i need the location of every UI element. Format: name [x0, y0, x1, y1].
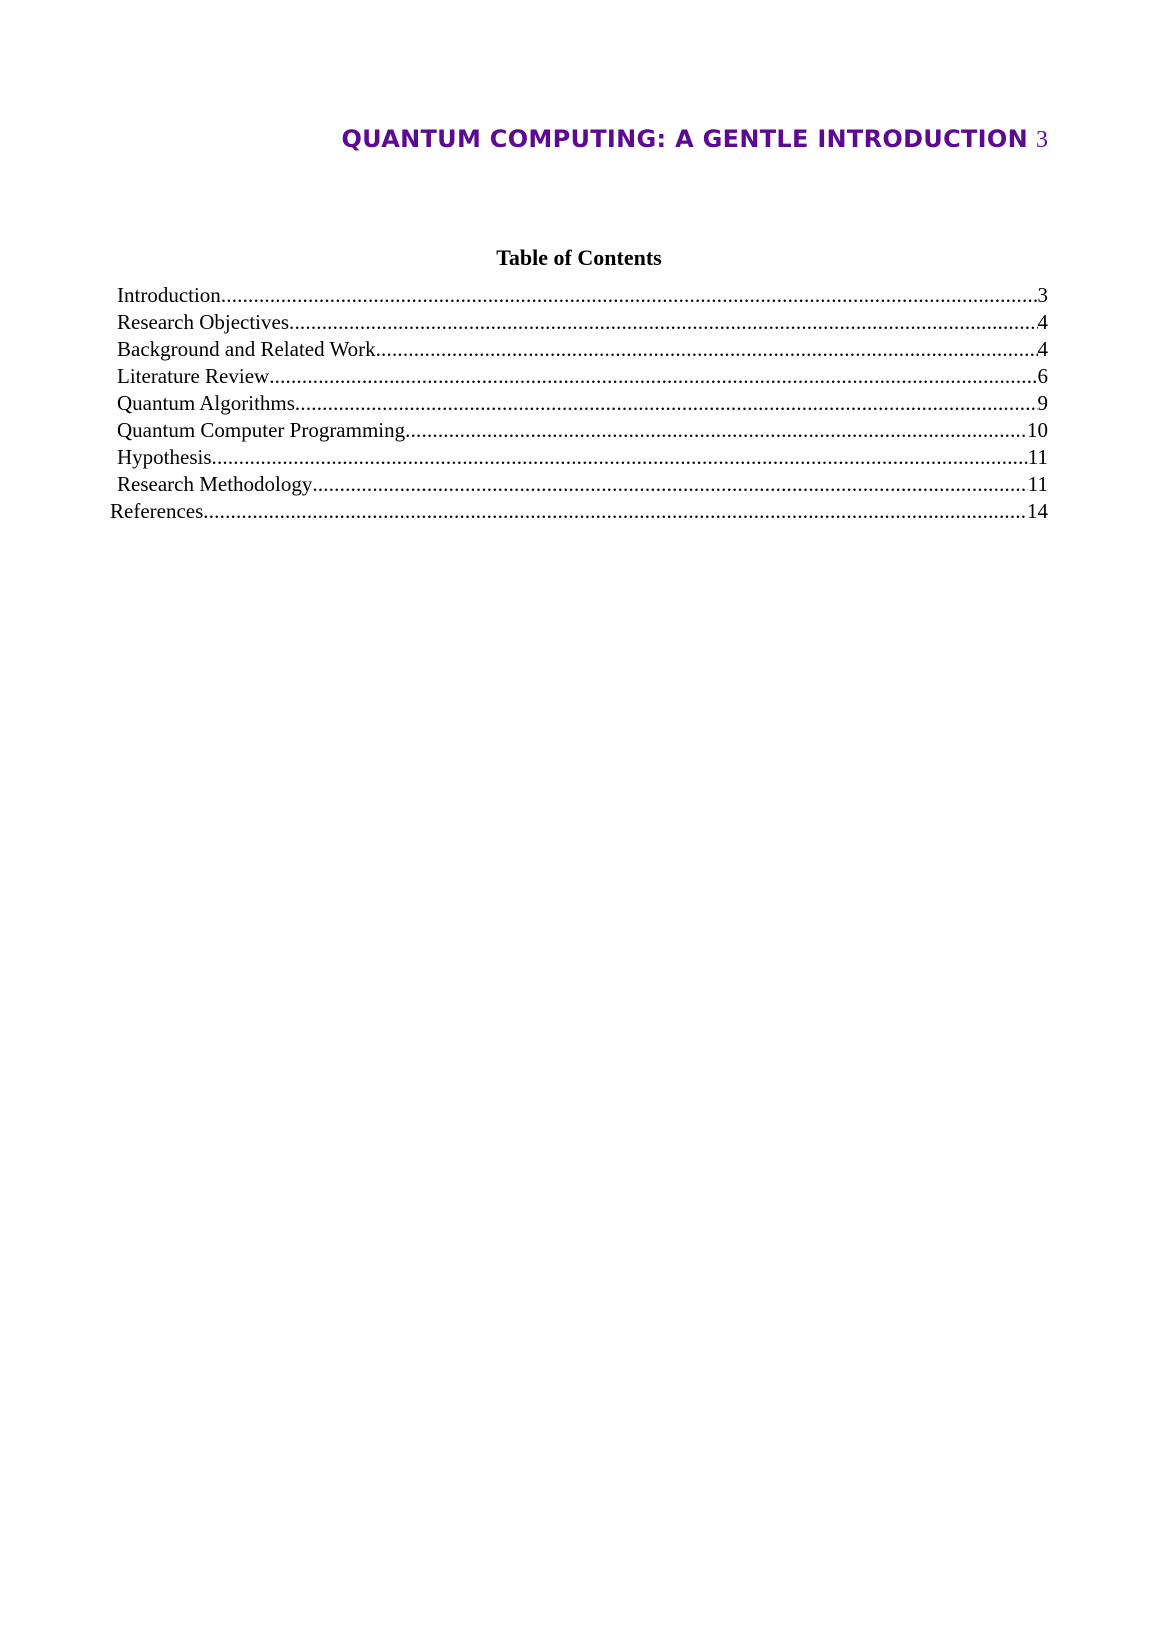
- toc-dot-leader: [405, 417, 1027, 444]
- toc-entry-page: 9: [1037, 391, 1048, 415]
- toc-entry[interactable]: [110, 336, 1048, 363]
- toc-entry[interactable]: [110, 282, 1048, 309]
- toc-entry-page: 4: [1037, 337, 1048, 361]
- toc-entry-label: Quantum Computer Programming: [117, 418, 406, 442]
- toc-entry-label: Research Methodology: [117, 472, 313, 496]
- running-header: [341, 122, 1048, 156]
- toc-dot-leader: [376, 336, 1038, 363]
- toc-entry-page: 11: [1027, 472, 1048, 496]
- toc-entry-label: Introduction: [117, 283, 221, 307]
- header-title: QUANTUM COMPUTING: A GENTLE INTRODUCTION: [341, 125, 1028, 153]
- toc-entry-label: Quantum Algorithms: [117, 391, 295, 415]
- header-page-number: 3: [1036, 127, 1048, 153]
- toc-entry-page: 14: [1027, 499, 1048, 523]
- toc-entry-page: 6: [1037, 364, 1048, 388]
- toc-entry-page: 10: [1027, 418, 1048, 442]
- toc-dot-leader: [312, 471, 1027, 498]
- toc-entry[interactable]: [110, 363, 1048, 390]
- toc-entry-label: Literature Review: [117, 364, 270, 388]
- toc-heading: Table of Contents: [496, 245, 662, 270]
- toc-entry[interactable]: [110, 498, 1048, 525]
- toc-dot-leader: [221, 282, 1038, 309]
- toc-entry-label: Research Objectives: [117, 310, 290, 334]
- toc-entry-page: 3: [1037, 283, 1048, 307]
- toc-entry[interactable]: [110, 390, 1048, 417]
- toc-entry-label: Hypothesis: [117, 445, 212, 469]
- table-of-contents: [110, 282, 1048, 525]
- toc-dot-leader: [203, 498, 1027, 525]
- toc-entry[interactable]: [110, 471, 1048, 498]
- toc-entry-label: References: [110, 499, 204, 523]
- toc-dot-leader: [269, 363, 1037, 390]
- toc-entry-page: 11: [1027, 445, 1048, 469]
- toc-entry-label: Background and Related Work: [117, 337, 376, 361]
- toc-entry[interactable]: [110, 309, 1048, 336]
- toc-entry[interactable]: [110, 417, 1048, 444]
- toc-entry-page: 4: [1037, 310, 1048, 334]
- toc-dot-leader: [289, 309, 1037, 336]
- toc-dot-leader: [212, 444, 1028, 471]
- toc-dot-leader: [295, 390, 1038, 417]
- toc-entry[interactable]: [110, 444, 1048, 471]
